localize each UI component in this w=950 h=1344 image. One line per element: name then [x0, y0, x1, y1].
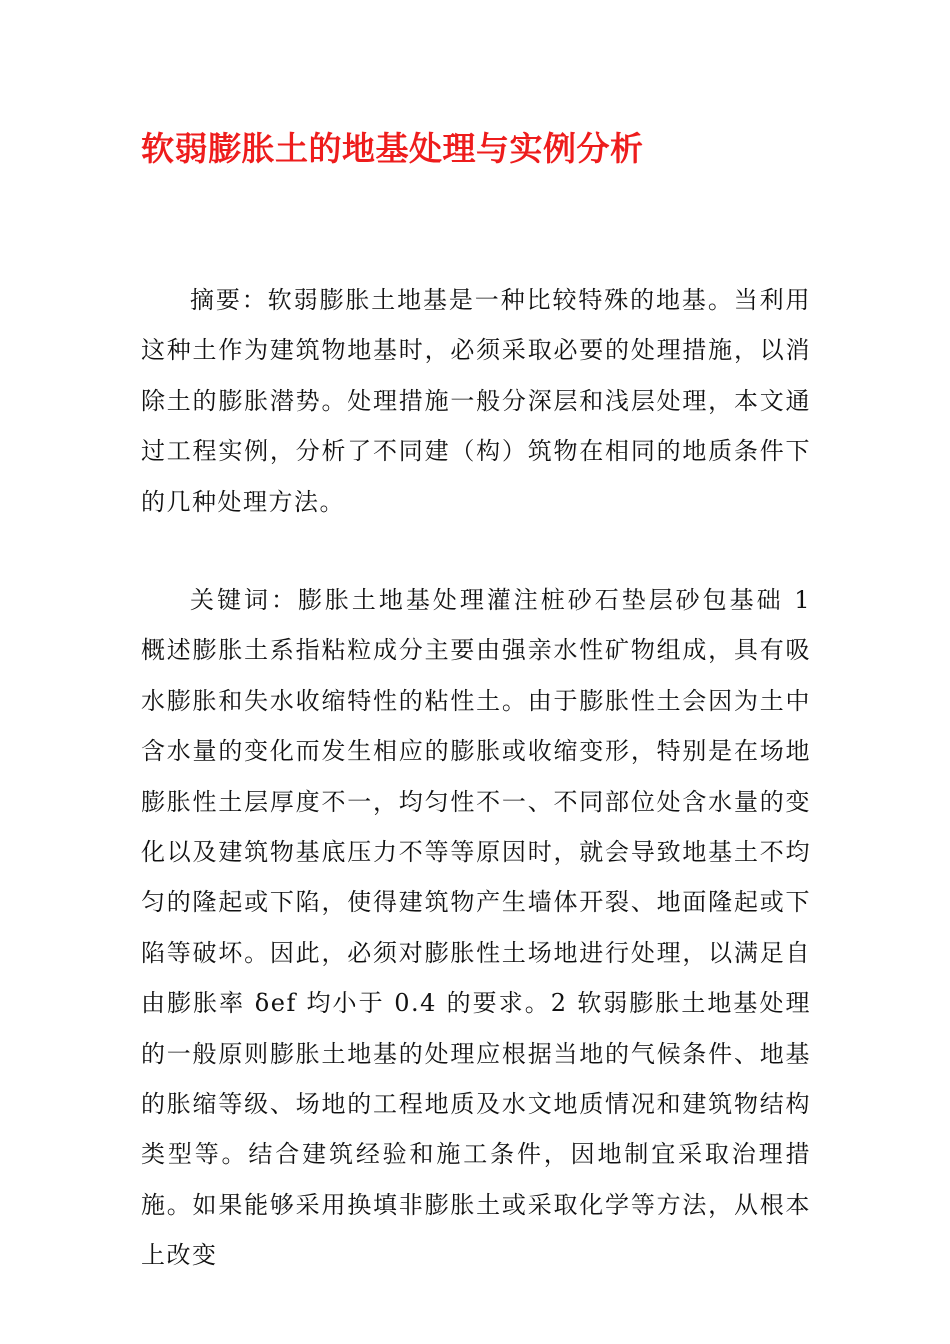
document-title: 软弱膨胀土的地基处理与实例分析: [141, 129, 644, 168]
keywords-body-paragraph: 关键词：膨胀土地基处理灌注桩砂石垫层砂包基础 1 概述膨胀土系指粘粒成分主要由强亲水性矿物组成，具有吸水膨胀和失水收缩特性的粘性土。由于膨胀性土会因为土中含水量的变化而发生相应的膨胀或收缩变形，特别是在场地膨胀性土层厚度不一，均匀性不一、不同部位处含水量的变化以及建筑物基底压力不等等原因时，就会导致地基土不均匀的隆起或下陷，使得建筑物产生墙体开裂、地面隆起或下陷等破坏。因此，必须对膨胀性土场地进行处理，以满足自由膨胀率 δef 均小于 0.4 的要求。2 软弱膨胀土地基处理的一般原则膨胀土地基的处理应根据当地的气候条件、地基的胀缩等级、场地的工程地质及水文地质情况和建筑物结构类型等。结合建筑经验和施工条件，因地制宜采取治理措施。如果能够采用换填非膨胀土或采取化学等方法，从根本上改变: [141, 586, 811, 1270]
abstract-paragraph: 摘要：软弱膨胀土地基是一种比较特殊的地基。当利用这种土作为建筑物地基时，必须采取必要的处理措施，以消除土的膨胀潜势。处理措施一般分深层和浅层处理，本文通过工程实例，分析了不同建（构）筑物在相同的地质条件下的几种处理方法。: [141, 286, 811, 516]
